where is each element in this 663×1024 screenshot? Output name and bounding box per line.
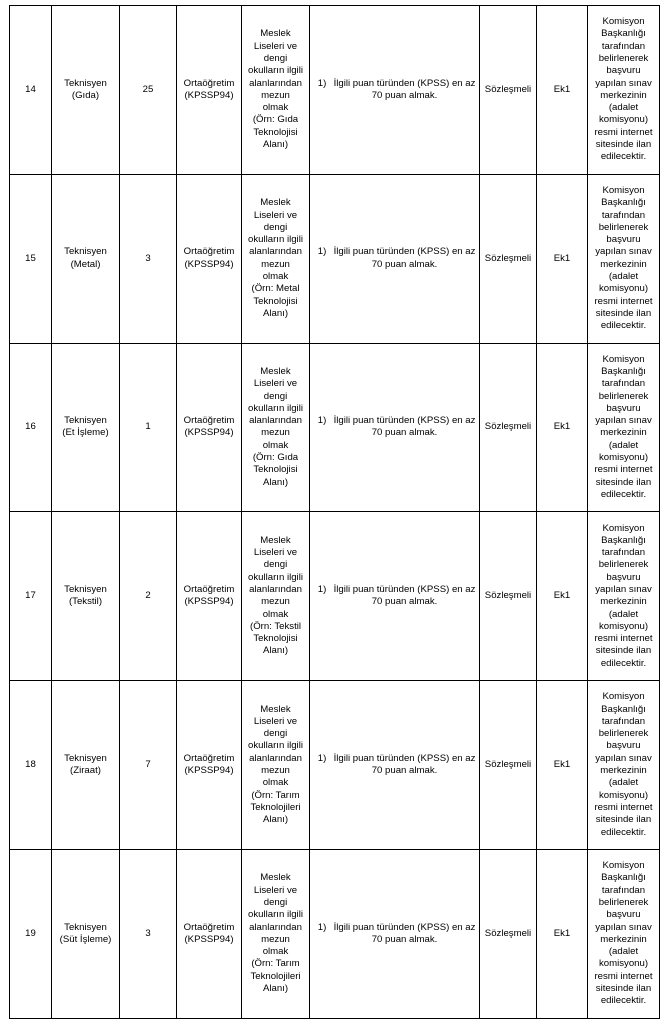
text-line: alanlarından — [249, 77, 302, 89]
row-number: 18 — [25, 758, 36, 770]
position-count-cell — [120, 512, 177, 681]
text-line: başvuru — [606, 234, 641, 246]
education-level-cell — [177, 512, 242, 681]
positions-table — [9, 5, 660, 1019]
text-line: olmak — [262, 946, 289, 958]
exam-info-text — [590, 860, 657, 1008]
text-line: Komisyon — [602, 16, 645, 28]
text-line: Teknisyen — [64, 583, 107, 595]
qualification-cell — [242, 512, 310, 681]
text-line: komisyonu) — [598, 452, 649, 464]
requirement-text — [332, 922, 477, 947]
text-line: Alanı) — [262, 139, 289, 151]
employment-type: Sözleşmeli — [484, 590, 532, 602]
text-line: Liseleri ve — [253, 209, 298, 221]
text-line: Teknolojisi — [253, 295, 298, 307]
text-line: İlgili puan türünden (KPSS) en az — [333, 921, 476, 933]
row-number: 15 — [25, 252, 36, 264]
text-line: dengi — [263, 53, 288, 64]
text-line: Liseleri ve — [253, 547, 298, 559]
text-line: tarafından — [601, 547, 646, 559]
text-line: belirlenerek — [598, 559, 649, 571]
text-line: merkezinin — [600, 596, 647, 608]
requirement-number: 1) — [317, 77, 327, 89]
text-line: merkezinin — [600, 933, 647, 945]
text-line: Alanı) — [262, 645, 289, 657]
text-line: okulların ilgili — [248, 571, 303, 583]
exam-info-text — [590, 691, 657, 839]
text-line: Teknisyen — [64, 415, 107, 427]
position-title — [54, 415, 117, 440]
text-line: Teknolojileri — [250, 970, 301, 982]
exam-info-text — [590, 523, 657, 671]
text-line: olmak — [262, 439, 289, 451]
education-level — [179, 922, 239, 947]
employment-type: Sözleşmeli — [484, 83, 532, 95]
text-line: komisyonu) — [598, 114, 649, 126]
text-line: Ortaöğretim — [183, 583, 235, 595]
text-line: sitesinde ilan — [595, 307, 652, 319]
text-line: (Metal) — [70, 258, 101, 270]
requirement-number: 1) — [317, 921, 327, 933]
row-number-cell — [10, 681, 52, 850]
qualification-text — [244, 366, 307, 489]
text-line: yapılan sınav — [595, 752, 652, 764]
text-line: (Örn: Metal — [251, 283, 300, 295]
text-line: olmak — [262, 102, 289, 114]
text-line: Komisyon — [602, 691, 645, 703]
text-line: sitesinde ilan — [595, 476, 652, 488]
qualification-cell — [242, 174, 310, 343]
exam-info-text — [590, 16, 657, 164]
text-line: (Örn: Gıda — [252, 452, 299, 464]
position-title — [54, 78, 117, 103]
exam-info-cell — [588, 174, 660, 343]
text-line: (Tekstil) — [68, 596, 103, 608]
exam-info-text — [590, 354, 657, 502]
requirement-text — [332, 584, 477, 609]
qualification-cell — [242, 6, 310, 175]
position-count-cell — [120, 849, 177, 1018]
text-line: mezun — [261, 933, 290, 945]
position-title — [54, 246, 117, 271]
table-row — [10, 6, 660, 175]
table-row — [10, 343, 660, 512]
requirement-cell — [310, 849, 480, 1018]
position-title-cell — [52, 343, 120, 512]
text-line: edilecektir. — [600, 657, 647, 669]
education-level — [179, 246, 239, 271]
text-line: resmi internet — [594, 633, 653, 645]
text-line: (Örn: Tarım — [251, 789, 300, 801]
text-line: mezun — [261, 89, 290, 101]
text-line: tarafından — [601, 40, 646, 52]
text-line: Meslek — [260, 534, 291, 546]
text-line: okulların ilgili — [248, 909, 303, 921]
exam-info-text — [590, 185, 657, 333]
text-line: mezun — [261, 427, 290, 439]
text-line: Ortaöğretim — [183, 246, 235, 258]
text-line: İlgili puan türünden (KPSS) en az — [333, 415, 476, 427]
text-line: Liseleri ve — [253, 40, 298, 52]
text-line: olmak — [262, 777, 289, 789]
requirement-number: 1) — [317, 752, 327, 764]
row-number-cell — [10, 512, 52, 681]
text-line: yapılan sınav — [595, 415, 652, 427]
text-line: tarafından — [601, 884, 646, 896]
text-line: belirlenerek — [598, 390, 649, 402]
requirement-text — [332, 78, 477, 103]
text-line: Liseleri ve — [253, 884, 298, 896]
text-line: okulların ilgili — [248, 65, 303, 77]
text-line: edilecektir. — [600, 488, 647, 500]
text-line: resmi internet — [594, 801, 653, 813]
text-line: belirlenerek — [598, 53, 649, 64]
qualification-text — [244, 535, 307, 658]
text-line: yapılan sınav — [595, 246, 652, 258]
text-line: merkezinin — [600, 765, 647, 777]
exam-info-cell — [588, 849, 660, 1018]
position-count-cell — [120, 681, 177, 850]
text-line: Meslek — [260, 366, 291, 377]
text-line: İlgili puan türünden (KPSS) en az — [333, 77, 476, 89]
text-line: (Örn: Gıda — [252, 114, 299, 126]
education-level-cell — [177, 6, 242, 175]
text-line: (adalet — [608, 946, 639, 958]
text-line: Teknolojileri — [250, 801, 301, 813]
text-line: (adalet — [608, 777, 639, 789]
position-count: 2 — [145, 590, 151, 602]
text-line: Başkanlığı — [601, 872, 646, 884]
text-line: Teknisyen — [64, 921, 107, 933]
employment-type-cell — [480, 681, 537, 850]
text-line: Teknisyen — [64, 752, 107, 764]
employment-type-cell — [480, 512, 537, 681]
row-number: 16 — [25, 421, 36, 433]
text-line: Başkanlığı — [601, 197, 646, 209]
employment-type-cell — [480, 174, 537, 343]
exam-info-cell — [588, 343, 660, 512]
annex-ref: Ek1 — [553, 83, 571, 95]
text-line: Başkanlığı — [601, 703, 646, 715]
text-line: İlgili puan türünden (KPSS) en az — [333, 246, 476, 258]
text-line: yapılan sınav — [595, 921, 652, 933]
requirement-number: 1) — [317, 415, 327, 427]
text-line: başvuru — [606, 65, 641, 77]
requirement-number: 1) — [317, 246, 327, 258]
text-line: alanlarından — [249, 246, 302, 258]
text-line: sitesinde ilan — [595, 645, 652, 657]
position-title-cell — [52, 681, 120, 850]
requirement-cell — [310, 6, 480, 175]
row-number: 17 — [25, 590, 36, 602]
position-title-cell — [52, 6, 120, 175]
text-line: tarafından — [601, 715, 646, 727]
text-line: sitesinde ilan — [595, 139, 652, 151]
text-line: İlgili puan türünden (KPSS) en az — [333, 752, 476, 764]
qualification-text — [244, 704, 307, 827]
annex-ref: Ek1 — [553, 421, 571, 433]
position-title-cell — [52, 174, 120, 343]
exam-info-cell — [588, 6, 660, 175]
education-level — [179, 753, 239, 778]
requirement-cell — [310, 174, 480, 343]
text-line: dengi — [263, 221, 288, 233]
requirement-cell — [310, 343, 480, 512]
text-line: 70 puan almak. — [371, 89, 438, 101]
text-line: alanlarından — [249, 921, 302, 933]
text-line: resmi internet — [594, 464, 653, 476]
row-number-cell — [10, 174, 52, 343]
text-line: komisyonu) — [598, 620, 649, 632]
row-number: 19 — [25, 927, 36, 939]
requirement-text — [332, 753, 477, 778]
text-line: okulların ilgili — [248, 234, 303, 246]
text-line: (adalet — [608, 608, 639, 620]
position-title — [54, 584, 117, 609]
row-number-cell — [10, 849, 52, 1018]
text-line: Meslek — [260, 703, 291, 715]
text-line: (Süt İşleme) — [59, 933, 112, 945]
text-line: Liseleri ve — [253, 378, 298, 390]
row-number-cell — [10, 6, 52, 175]
annex-cell — [537, 343, 588, 512]
text-line: Komisyon — [602, 860, 645, 872]
text-line: Meslek — [260, 872, 291, 884]
row-number-cell — [10, 343, 52, 512]
text-line: edilecektir. — [600, 826, 647, 838]
text-line: dengi — [263, 390, 288, 402]
text-line: İlgili puan türünden (KPSS) en az — [333, 583, 476, 595]
text-line: (adalet — [608, 439, 639, 451]
text-line: 70 puan almak. — [371, 765, 438, 777]
position-count-cell — [120, 343, 177, 512]
annex-ref: Ek1 — [553, 758, 571, 770]
education-level — [179, 78, 239, 103]
text-line: sitesinde ilan — [595, 983, 652, 995]
text-line: merkezinin — [600, 89, 647, 101]
text-line: başvuru — [606, 909, 641, 921]
text-line: (KPSSP94) — [184, 89, 234, 101]
qualification-cell — [242, 849, 310, 1018]
text-line: (adalet — [608, 270, 639, 282]
text-line: 70 puan almak. — [371, 596, 438, 608]
text-line: edilecektir. — [600, 151, 647, 163]
education-level-cell — [177, 343, 242, 512]
text-line: Teknisyen — [64, 77, 107, 89]
qualification-text — [244, 28, 307, 151]
position-count: 1 — [145, 421, 151, 433]
text-line: dengi — [263, 896, 288, 908]
annex-ref: Ek1 — [553, 590, 571, 602]
annex-cell — [537, 681, 588, 850]
text-line: Meslek — [260, 28, 291, 40]
qualification-cell — [242, 681, 310, 850]
qualification-text — [244, 197, 307, 320]
position-count: 3 — [145, 252, 151, 264]
text-line: Alanı) — [262, 983, 289, 995]
education-level-cell — [177, 681, 242, 850]
requirement-cell — [310, 512, 480, 681]
text-line: (KPSSP94) — [184, 427, 234, 439]
education-level — [179, 584, 239, 609]
text-line: Teknisyen — [64, 246, 107, 258]
text-line: alanlarından — [249, 415, 302, 427]
text-line: Komisyon — [602, 522, 645, 534]
text-line: (KPSSP94) — [184, 765, 234, 777]
text-line: Teknolojisi — [253, 633, 298, 645]
annex-cell — [537, 174, 588, 343]
text-line: belirlenerek — [598, 896, 649, 908]
employment-type-cell — [480, 343, 537, 512]
text-line: edilecektir. — [600, 320, 647, 332]
annex-cell — [537, 849, 588, 1018]
row-number: 14 — [25, 83, 36, 95]
table-row — [10, 512, 660, 681]
employment-type: Sözleşmeli — [484, 758, 532, 770]
text-line: Alanı) — [262, 307, 289, 319]
text-line: başvuru — [606, 740, 641, 752]
text-line: yapılan sınav — [595, 77, 652, 89]
text-line: Teknolojisi — [253, 464, 298, 476]
text-line: Başkanlığı — [601, 366, 646, 377]
text-line: merkezinin — [600, 427, 647, 439]
text-line: resmi internet — [594, 970, 653, 982]
text-line: Ortaöğretim — [183, 415, 235, 427]
text-line: okulların ilgili — [248, 402, 303, 414]
employment-type: Sözleşmeli — [484, 252, 532, 264]
education-level — [179, 415, 239, 440]
text-line: edilecektir. — [600, 995, 647, 1007]
text-line: (Ziraat) — [70, 765, 101, 777]
requirement-text — [332, 415, 477, 440]
position-title-cell — [52, 512, 120, 681]
position-count: 25 — [142, 83, 154, 95]
table-row — [10, 681, 660, 850]
employment-type: Sözleşmeli — [484, 421, 532, 433]
text-line: (KPSSP94) — [184, 258, 234, 270]
position-count-cell — [120, 174, 177, 343]
text-line: tarafından — [601, 209, 646, 221]
text-line: resmi internet — [594, 295, 653, 307]
exam-info-cell — [588, 681, 660, 850]
text-line: olmak — [262, 608, 289, 620]
text-line: mezun — [261, 258, 290, 270]
text-line: başvuru — [606, 571, 641, 583]
text-line: Başkanlığı — [601, 28, 646, 40]
text-line: Alanı) — [262, 814, 289, 826]
text-line: (Örn: Tarım — [251, 958, 300, 970]
text-line: (KPSSP94) — [184, 596, 234, 608]
text-line: komisyonu) — [598, 283, 649, 295]
text-line: sitesinde ilan — [595, 814, 652, 826]
education-level-cell — [177, 174, 242, 343]
text-line: Alanı) — [262, 476, 289, 488]
text-line: Ortaöğretim — [183, 77, 235, 89]
position-count: 7 — [145, 758, 151, 770]
text-line: dengi — [263, 728, 288, 740]
annex-ref: Ek1 — [553, 252, 571, 264]
text-line: (Et İşleme) — [62, 427, 109, 439]
text-line: alanlarından — [249, 583, 302, 595]
position-title — [54, 753, 117, 778]
text-line: Teknolojisi — [253, 126, 298, 138]
position-title-cell — [52, 849, 120, 1018]
text-line: dengi — [263, 559, 288, 571]
table-row — [10, 849, 660, 1018]
text-line: (adalet — [608, 102, 639, 114]
text-line: alanlarından — [249, 752, 302, 764]
education-level-cell — [177, 849, 242, 1018]
text-line: (Örn: Tekstil — [250, 620, 301, 632]
position-title — [54, 922, 117, 947]
text-line: (Gıda) — [71, 89, 100, 101]
text-line: belirlenerek — [598, 221, 649, 233]
position-count-cell — [120, 6, 177, 175]
requirement-cell — [310, 681, 480, 850]
text-line: komisyonu) — [598, 958, 649, 970]
text-line: olmak — [262, 270, 289, 282]
annex-ref: Ek1 — [553, 927, 571, 939]
text-line: Başkanlığı — [601, 534, 646, 546]
text-line: resmi internet — [594, 126, 653, 138]
text-line: mezun — [261, 596, 290, 608]
requirement-number: 1) — [317, 583, 327, 595]
text-line: 70 puan almak. — [371, 933, 438, 945]
text-line: merkezinin — [600, 258, 647, 270]
text-line: (KPSSP94) — [184, 933, 234, 945]
employment-type-cell — [480, 6, 537, 175]
position-count: 3 — [145, 927, 151, 939]
text-line: Komisyon — [602, 353, 645, 365]
employment-type: Sözleşmeli — [484, 927, 532, 939]
annex-cell — [537, 6, 588, 175]
text-line: belirlenerek — [598, 728, 649, 740]
table-body — [10, 6, 660, 1019]
text-line: komisyonu) — [598, 789, 649, 801]
exam-info-cell — [588, 512, 660, 681]
qualification-cell — [242, 343, 310, 512]
employment-type-cell — [480, 849, 537, 1018]
text-line: Komisyon — [602, 184, 645, 196]
qualification-text — [244, 872, 307, 995]
requirement-text — [332, 246, 477, 271]
text-line: Ortaöğretim — [183, 921, 235, 933]
text-line: tarafından — [601, 378, 646, 390]
text-line: mezun — [261, 765, 290, 777]
text-line: başvuru — [606, 402, 641, 414]
text-line: yapılan sınav — [595, 583, 652, 595]
text-line: Liseleri ve — [253, 715, 298, 727]
table-row — [10, 174, 660, 343]
annex-cell — [537, 512, 588, 681]
text-line: okulların ilgili — [248, 740, 303, 752]
text-line: Ortaöğretim — [183, 752, 235, 764]
text-line: 70 puan almak. — [371, 427, 438, 439]
text-line: 70 puan almak. — [371, 258, 438, 270]
text-line: Meslek — [260, 197, 291, 209]
